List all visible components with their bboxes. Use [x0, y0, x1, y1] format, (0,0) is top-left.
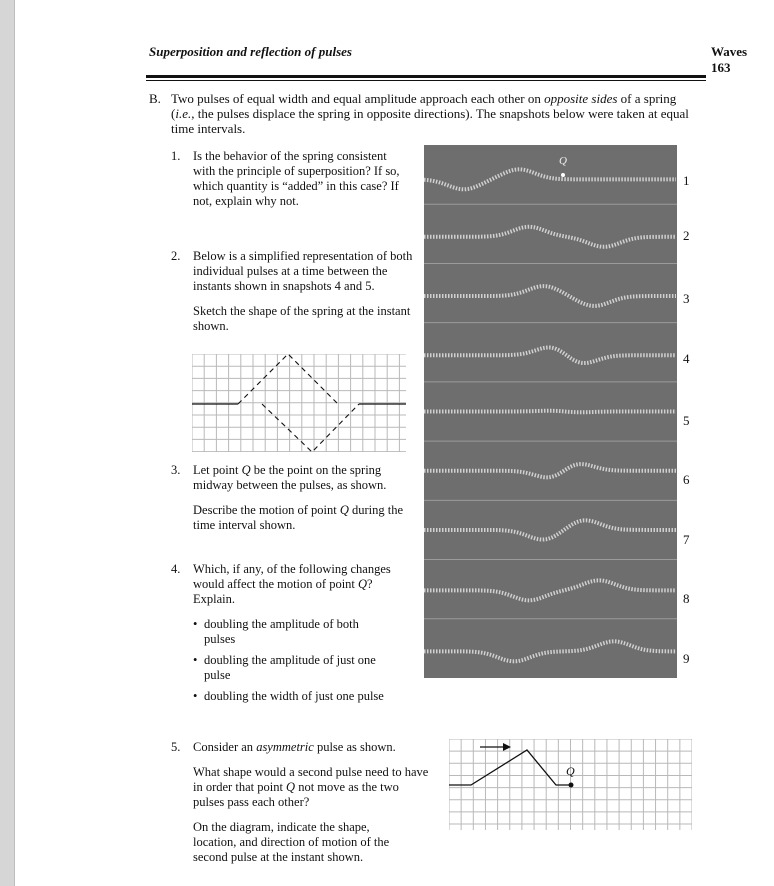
spring-snapshot	[424, 169, 676, 189]
snapshot-q-marker	[561, 173, 565, 177]
header-rule-thin	[146, 80, 706, 81]
left-margin-edge	[14, 0, 15, 886]
q2-number: 2.	[171, 249, 181, 263]
page-number: 163	[711, 60, 731, 75]
snapshot-number: 7	[683, 532, 690, 547]
page-title: Superposition and reflection of pulses	[149, 44, 352, 59]
grid-lines	[192, 354, 406, 452]
spring-snapshot	[424, 286, 676, 306]
page-header-right	[711, 44, 747, 76]
snapshot-number: 1	[683, 173, 690, 188]
q4-text: Which, if any, of the following changes would affect the motion of point Q? Explain. • doubling the amplitude of both pulses • doubling the amplitude of just one pulse • doubling the width of just one pulse	[193, 562, 415, 710]
q4-number: 4.	[171, 562, 181, 576]
spring-snapshot	[424, 347, 676, 363]
q1-text: Is the behavior of the spring consistent with the principle of superposition? If so, which quantity is “added” in this case? If not, explain why not.	[193, 149, 400, 208]
snapshot-number: 6	[683, 472, 690, 487]
q5-asymmetric-pulse-grid	[449, 739, 692, 830]
snapshot-q-label: Q	[559, 155, 567, 167]
q2-text: Below is a simplified representation of both individual pulses at a time between the instants shown in snapshots 4 and 5. Sketch the shape of the spring at the instant shown.	[193, 249, 413, 333]
q4-bullet: • doubling the width of just one pulse	[193, 689, 393, 704]
snapshot-number: 8	[683, 591, 690, 606]
point-q-label: Q	[566, 764, 575, 778]
q4-bullet: • doubling the amplitude of just one pulse	[193, 653, 393, 683]
downward-pulse-dashed	[262, 404, 359, 452]
q3-number: 3.	[171, 463, 181, 477]
section-name: Waves	[711, 44, 748, 59]
snapshot-number: 2	[683, 228, 690, 243]
spring-snapshot	[424, 641, 676, 661]
q3-text: Let point Q be the point on the spring midway between the pulses, as shown. Describe the motion of point Q during the time interval shown.	[193, 463, 404, 532]
snapshot-number: 5	[683, 413, 690, 428]
spring-snapshot	[424, 411, 676, 413]
spring-snapshot	[424, 520, 676, 539]
snapshot-number: 9	[683, 651, 690, 666]
q2-pulse-grid	[192, 354, 406, 452]
spring-snapshots-panel	[424, 145, 677, 678]
left-margin-bar	[0, 0, 14, 886]
section-b-intro: Two pulses of equal width and equal amplitude approach each other on opposite sides of a spring (i.e., the pulses displace the spring in opposite directions). The snapshots below were taken at equal time intervals.	[171, 91, 689, 136]
section-b-letter: B.	[149, 91, 161, 106]
q5-number: 5.	[171, 740, 181, 754]
point-q-marker	[569, 783, 574, 788]
spring-snapshot	[424, 464, 676, 477]
header-rule-thick	[146, 75, 706, 78]
q4-bullet: • doubling the amplitude of both pulses	[193, 617, 393, 647]
spring-snapshot	[424, 227, 676, 247]
spring-snapshots-image	[424, 145, 677, 678]
q5-text: Consider an asymmetric pulse as shown. What shape would a second pulse need to have in order that point Q not move as the two pulses pass each other? On the diagram, indicate the shape, location, and direction of motion of the second pulse at the instant shown.	[193, 740, 429, 864]
snapshot-number: 3	[683, 291, 690, 306]
q1-number: 1.	[171, 149, 181, 163]
snapshot-number: 4	[683, 351, 690, 366]
q4-bullet-list	[193, 617, 393, 704]
spring-snapshot	[424, 580, 676, 600]
